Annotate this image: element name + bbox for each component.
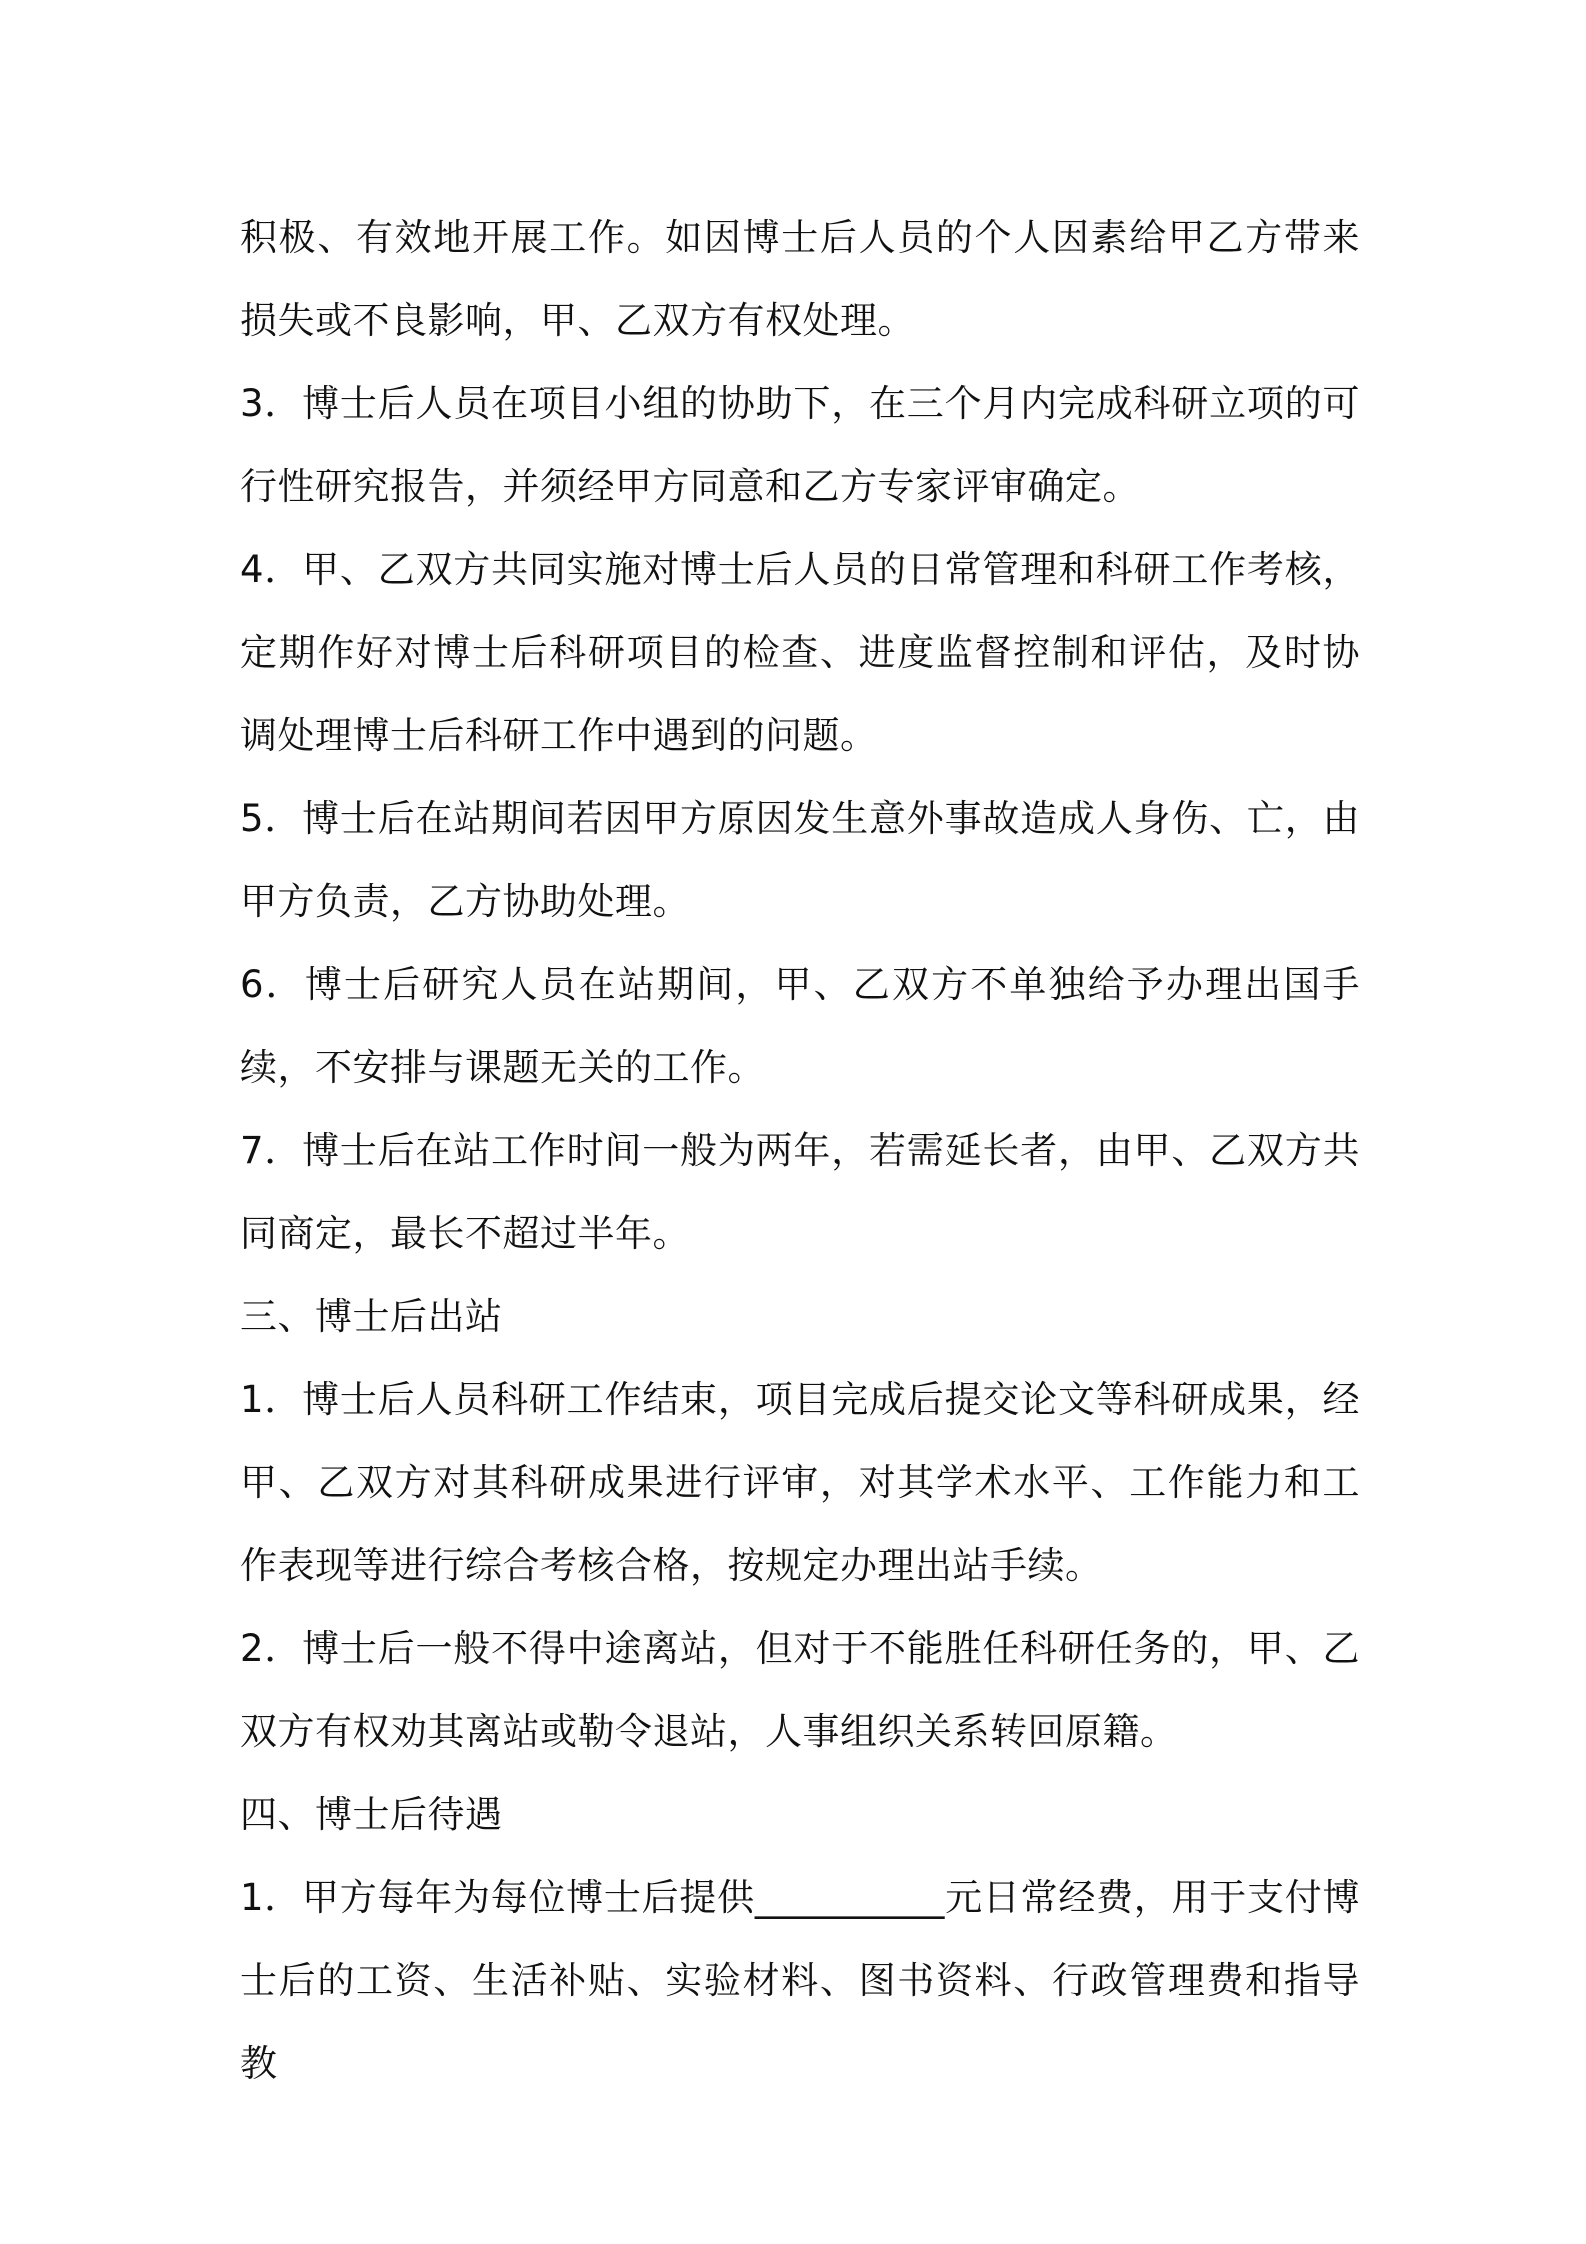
clause-2-3: 3．博士后人员在项目小组的协助下，在三个月内完成科研立项的可行性研究报告，并须经甲方同意和乙方专家评审确定。 <box>240 382 1360 508</box>
paragraph-continued: 积极、有效地开展工作。如因博士后人员的个人因素给甲乙方带来损失或不良影响，甲、乙双方有权处理。 <box>240 216 1360 342</box>
section-heading-3: 三、博士后出站 <box>240 1295 503 1338</box>
clause-3-2: 2．博士后一般不得中途离站，但对于不能胜任科研任务的，甲、乙双方有权劝其离站或勒令退站，人事组织关系转回原籍。 <box>240 1627 1360 1753</box>
document-body <box>240 196 1360 2105</box>
section-heading-4: 四、博士后待遇 <box>240 1793 503 1836</box>
clause-2-5: 5．博士后在站期间若因甲方原因发生意外事故造成人身伤、亡，由甲方负责，乙方协助处理。 <box>240 797 1360 923</box>
clause-4-1: 1．甲方每年为每位博士后提供__________元日常经费，用于支付博士后的工资、生活补贴、实验材料、图书资料、行政管理费和指导教 <box>240 1876 1360 2085</box>
clause-2-7: 7．博士后在站工作时间一般为两年，若需延长者，由甲、乙双方共同商定，最长不超过半年。 <box>240 1129 1360 1255</box>
clause-2-4: 4．甲、乙双方共同实施对博士后人员的日常管理和科研工作考核，定期作好对博士后科研项目的检查、进度监督控制和评估，及时协调处理博士后科研工作中遇到的问题。 <box>240 548 1360 757</box>
clause-3-1: 1．博士后人员科研工作结束，项目完成后提交论文等科研成果，经甲、乙双方对其科研成果进行评审，对其学术水平、工作能力和工作表现等进行综合考核合格，按规定办理出站手续。 <box>240 1378 1360 1587</box>
clause-2-6: 6．博士后研究人员在站期间，甲、乙双方不单独给予办理出国手续，不安排与课题无关的工作。 <box>240 963 1360 1089</box>
